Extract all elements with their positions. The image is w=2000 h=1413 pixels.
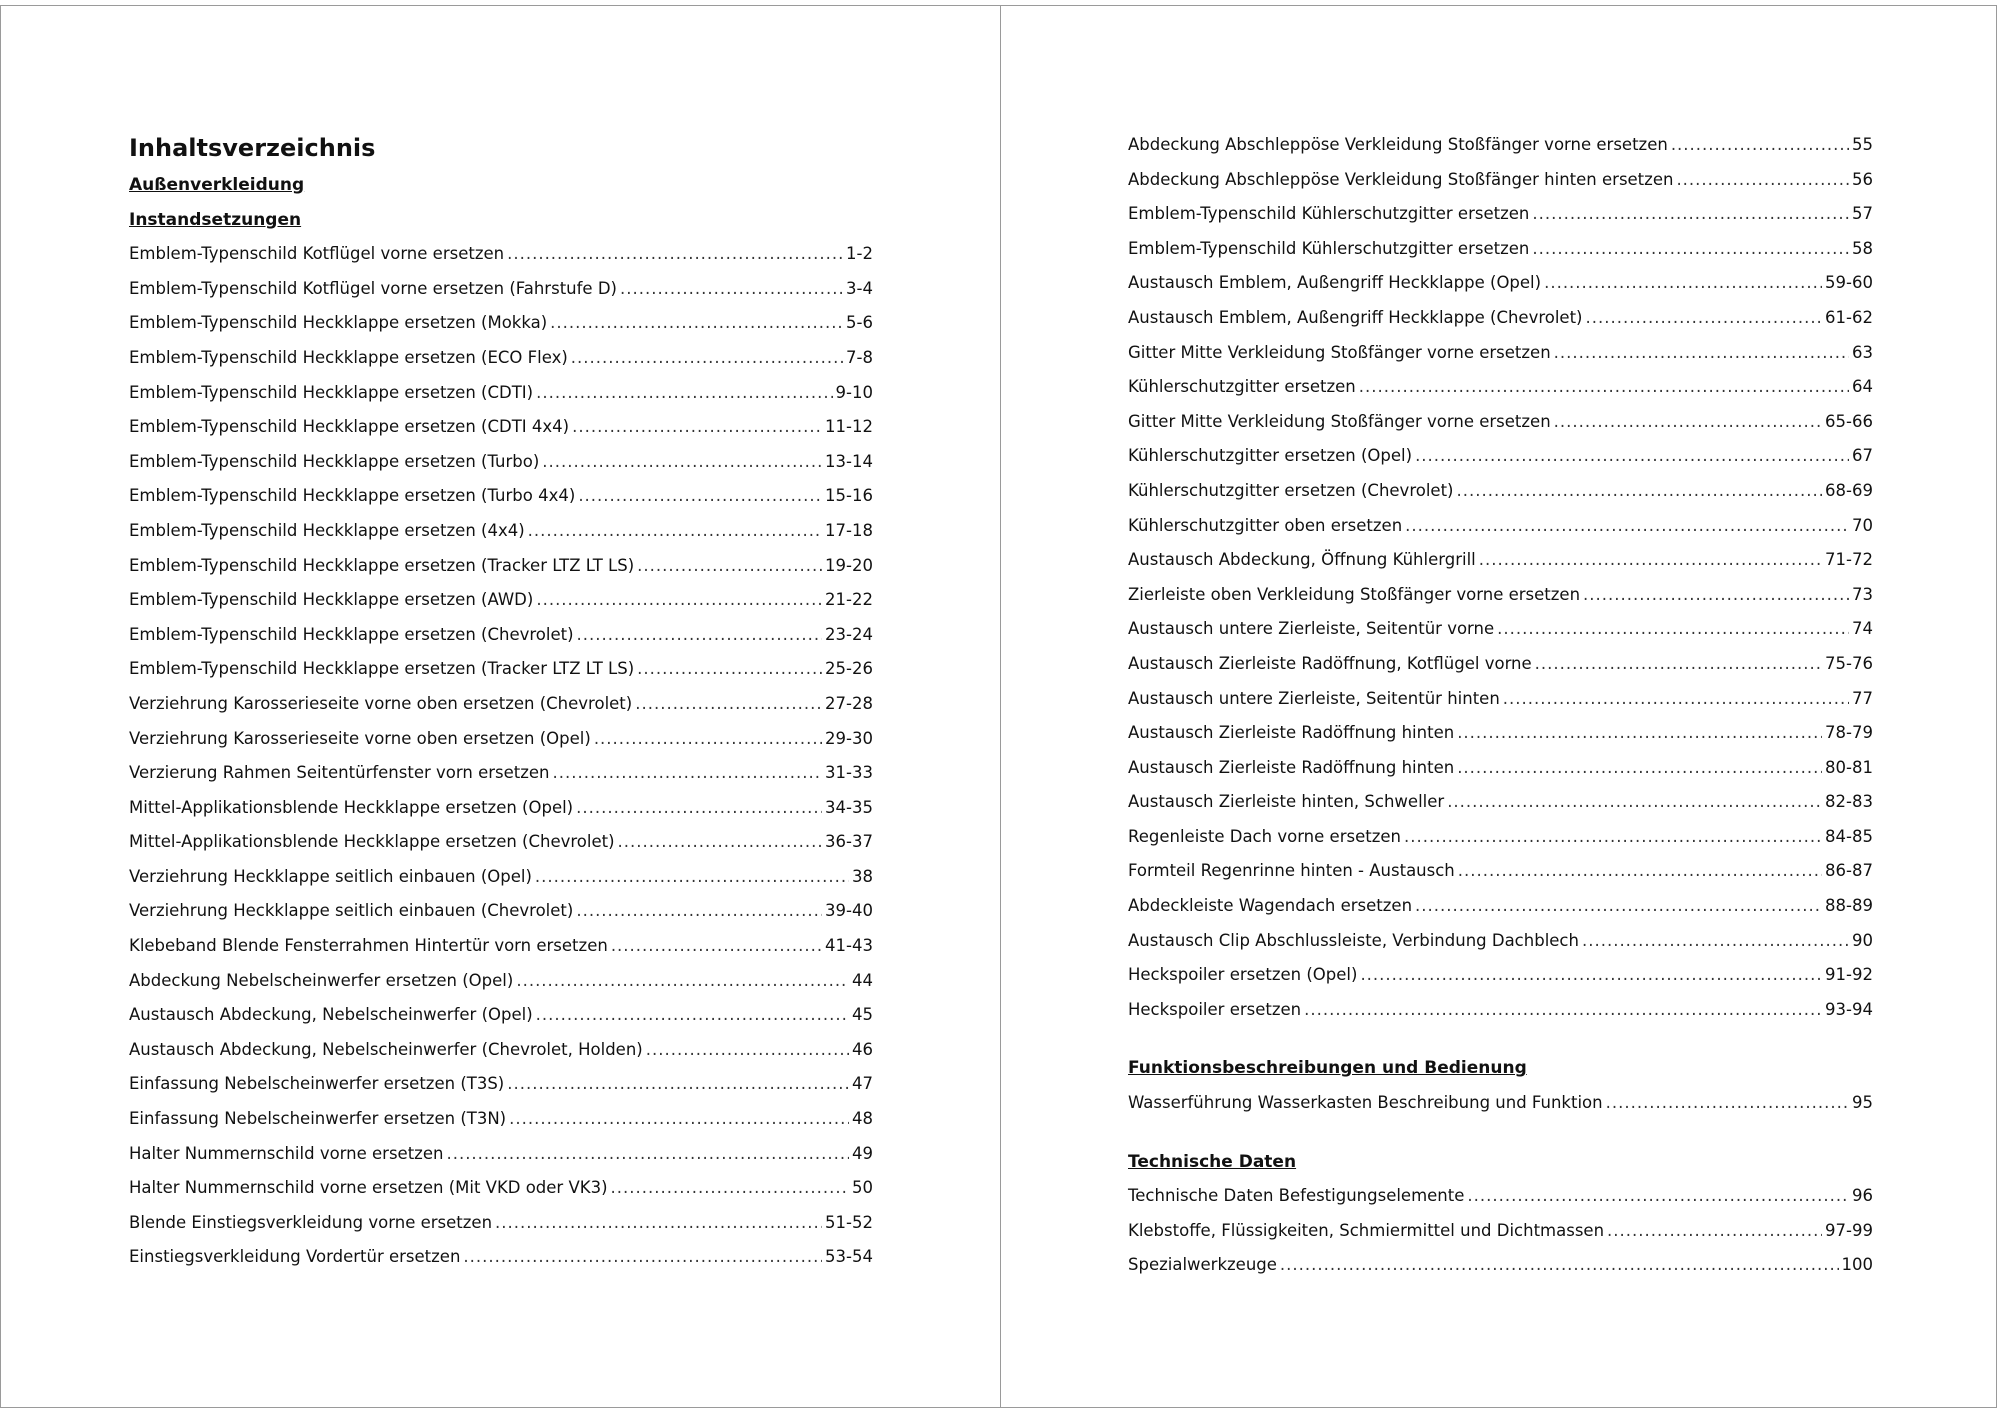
toc-dot-leader	[1554, 405, 1822, 440]
toc-entry-page: 41-43	[825, 936, 873, 956]
toc-entry-title: Emblem-Typenschild Heckklappe ersetzen (Tracker LTZ LT LS)	[129, 659, 635, 679]
toc-entry	[1128, 474, 1873, 509]
toc-entry	[129, 1067, 873, 1102]
toc-entry-page: 19-20	[825, 555, 873, 575]
toc-entry-page: 70	[1852, 515, 1873, 535]
toc-dot-leader	[1415, 889, 1822, 924]
toc-entry	[1128, 1214, 1873, 1249]
toc-entry-page: 47	[852, 1074, 873, 1094]
toc-entry-page: 100	[1841, 1255, 1873, 1275]
toc-dot-leader	[1606, 1086, 1849, 1121]
toc-entry-page: 65-66	[1825, 411, 1873, 431]
toc-entry	[129, 341, 873, 376]
toc-entry-page: 68-69	[1825, 480, 1873, 500]
toc-entry-title: Verziehrung Karosserieseite vorne oben ersetzen (Chevrolet)	[129, 693, 633, 713]
toc-dot-leader	[1479, 543, 1822, 578]
toc-entry-page: 55	[1852, 135, 1873, 154]
toc-entry-page: 23-24	[825, 624, 873, 644]
toc-entry-page: 9-10	[835, 382, 873, 402]
toc-entry-title: Wasserführung Wasserkasten Beschreibung und Funktion	[1128, 1093, 1603, 1113]
toc-dot-leader	[577, 618, 823, 653]
toc-dot-leader	[571, 341, 843, 376]
toc-list-left	[129, 237, 873, 1275]
toc-dot-leader	[1532, 232, 1849, 267]
toc-entry-page: 96	[1852, 1186, 1873, 1206]
toc-entry-title: Emblem-Typenschild Heckklappe ersetzen (AWD)	[129, 590, 534, 610]
toc-dot-leader	[1404, 820, 1822, 855]
toc-dot-leader	[516, 964, 849, 999]
toc-entry-title: Austausch Zierleiste Radöffnung hinten	[1128, 723, 1455, 743]
toc-entry-page: 25-26	[825, 659, 873, 679]
toc-entry	[129, 410, 873, 445]
toc-dot-leader	[637, 549, 822, 584]
toc-entry-page: 15-16	[825, 486, 873, 506]
toc-entry-title: Austausch Emblem, Außengriff Heckklappe (Opel)	[1128, 273, 1542, 293]
toc-entry-title: Emblem-Typenschild Heckklappe ersetzen (4x4)	[129, 520, 525, 540]
toc-dot-leader	[507, 237, 843, 272]
toc-entry	[129, 825, 873, 860]
toc-entry-title: Verziehrung Heckklappe seitlich einbauen (Chevrolet)	[129, 901, 574, 921]
toc-dot-leader	[1458, 854, 1822, 889]
toc-dot-leader	[1532, 197, 1849, 232]
section-heading-technische-daten: Technische Daten	[1128, 1151, 1297, 1172]
toc-entry-title: Austausch Zierleiste Radöffnung, Kotflügel vorne	[1128, 653, 1532, 673]
toc-entry-title: Austausch untere Zierleiste, Seitentür hinten	[1128, 688, 1500, 708]
toc-entry-page: 13-14	[825, 451, 873, 471]
toc-entry-title: Kühlerschutzgitter ersetzen (Opel)	[1128, 446, 1413, 466]
toc-entry	[129, 929, 873, 964]
toc-dot-leader	[536, 376, 832, 411]
document-title: Inhaltsverzeichnis	[129, 134, 376, 162]
toc-entry-page: 5-6	[846, 313, 873, 333]
toc-entry-title: Austausch Zierleiste Radöffnung hinten	[1128, 757, 1455, 777]
toc-entry	[129, 1240, 873, 1275]
toc-entry	[129, 894, 873, 929]
toc-entry	[1128, 612, 1873, 647]
toc-dot-leader	[550, 306, 843, 341]
toc-entry-page: 17-18	[825, 520, 873, 540]
toc-entry	[1128, 578, 1873, 613]
toc-dot-leader	[1583, 578, 1849, 613]
toc-entry	[1128, 439, 1873, 474]
section-heading-funktionsbeschreibungen: Funktionsbeschreibungen und Bedienung	[1128, 1058, 1527, 1079]
toc-entry-page: 88-89	[1825, 896, 1873, 916]
toc-entry-title: Kühlerschutzgitter ersetzen	[1128, 377, 1356, 397]
toc-entry-title: Abdeckung Nebelscheinwerfer ersetzen (Opel)	[129, 970, 514, 990]
toc-dot-leader	[528, 514, 822, 549]
toc-entry-title: Gitter Mitte Verkleidung Stoßfänger vorne ersetzen	[1128, 411, 1551, 431]
toc-dot-leader	[1467, 1179, 1849, 1214]
toc-entry	[129, 1171, 873, 1206]
toc-entry-page: 91-92	[1825, 965, 1873, 985]
toc-entry-title: Austausch Abdeckung, Öffnung Kühlergrill	[1128, 550, 1476, 570]
toc-entry	[129, 272, 873, 307]
toc-entry-title: Einstiegsverkleidung Vordertür ersetzen	[129, 1247, 461, 1267]
toc-dot-leader	[637, 652, 822, 687]
toc-entry-title: Verzierung Rahmen Seitentürfenster vorn ersetzen	[129, 763, 550, 783]
toc-entry-page: 46	[852, 1039, 873, 1059]
toc-entry-title: Klebstoffe, Flüssigkeiten, Schmiermittel und Dichtmassen	[1128, 1220, 1605, 1240]
toc-entry	[1128, 854, 1873, 889]
toc-entry-page: 27-28	[825, 693, 873, 713]
toc-entry-title: Regenleiste Dach vorne ersetzen	[1128, 826, 1401, 846]
toc-entry	[129, 756, 873, 791]
toc-entry	[1128, 924, 1873, 959]
toc-entry	[129, 860, 873, 895]
toc-dot-leader	[536, 998, 849, 1033]
toc-entry-page: 44	[852, 970, 873, 990]
toc-entry-title: Heckspoiler ersetzen	[1128, 999, 1302, 1019]
toc-entry	[1128, 301, 1873, 336]
toc-entry	[1128, 993, 1873, 1028]
toc-entry-page: 77	[1852, 688, 1873, 708]
toc-entry	[129, 652, 873, 687]
toc-entry-title: Emblem-Typenschild Kühlerschutzgitter ersetzen	[1128, 238, 1530, 258]
toc-entry-title: Verziehrung Karosserieseite vorne oben ersetzen (Opel)	[129, 728, 591, 748]
toc-entry	[1128, 647, 1873, 682]
toc-dot-leader	[1457, 751, 1822, 786]
toc-dot-leader	[576, 791, 822, 826]
toc-entry-title: Austausch Emblem, Außengriff Heckklappe (Chevrolet)	[1128, 307, 1583, 327]
toc-entry-page: 90	[1852, 930, 1873, 950]
toc-dot-leader	[635, 687, 822, 722]
toc-entry	[1128, 1179, 1873, 1214]
toc-entry-page: 21-22	[825, 590, 873, 610]
toc-dot-leader	[1280, 1248, 1839, 1283]
toc-entry-page: 53-54	[825, 1247, 873, 1267]
toc-entry-page: 86-87	[1825, 861, 1873, 881]
toc-entry	[1128, 543, 1873, 578]
toc-entry	[1128, 509, 1873, 544]
toc-dot-leader	[446, 1137, 849, 1172]
toc-entry	[1128, 232, 1873, 267]
toc-entry	[129, 1137, 873, 1172]
toc-entry-page: 51-52	[825, 1212, 873, 1232]
toc-dot-leader	[1607, 1214, 1822, 1249]
toc-entry-page: 67	[1852, 446, 1873, 466]
toc-entry-page: 74	[1852, 619, 1873, 639]
toc-dot-leader	[1676, 163, 1849, 198]
left-page	[129, 128, 873, 1275]
toc-dot-leader	[576, 894, 822, 929]
toc-entry	[1128, 716, 1873, 751]
toc-entry	[1128, 370, 1873, 405]
toc-dot-leader	[535, 860, 849, 895]
toc-dot-leader	[594, 722, 822, 757]
toc-entry	[129, 445, 873, 480]
toc-dot-leader	[509, 1102, 849, 1137]
toc-entry-title: Abdeckleiste Wagendach ersetzen	[1128, 896, 1413, 916]
toc-entry-title: Mittel-Applikationsblende Heckklappe ersetzen (Opel)	[129, 797, 574, 817]
toc-entry-page: 11-12	[825, 417, 873, 437]
toc-entry	[1128, 785, 1873, 820]
toc-entry	[129, 237, 873, 272]
toc-entry-page: 93-94	[1825, 999, 1873, 1019]
toc-entry-title: Austausch Zierleiste hinten, Schweller	[1128, 792, 1445, 812]
toc-entry	[129, 583, 873, 618]
toc-entry-title: Halter Nummernschild vorne ersetzen (Mit VKD oder VK3)	[129, 1178, 608, 1198]
toc-entry-page: 56	[1852, 169, 1873, 189]
page-divider	[1000, 5, 1001, 1408]
toc-entry	[1128, 889, 1873, 924]
toc-entry-title: Emblem-Typenschild Heckklappe ersetzen (Mokka)	[129, 313, 548, 333]
toc-entry-title: Einfassung Nebelscheinwerfer ersetzen (T3S)	[129, 1074, 505, 1094]
toc-entry-page: 38	[852, 866, 873, 886]
toc-entry	[1128, 128, 1873, 163]
toc-entry-page: 34-35	[825, 797, 873, 817]
toc-entry-page: 73	[1852, 584, 1873, 604]
toc-entry	[129, 964, 873, 999]
toc-dot-leader	[618, 825, 823, 860]
toc-entry-title: Halter Nummernschild vorne ersetzen	[129, 1143, 444, 1163]
toc-entry-title: Emblem-Typenschild Kühlerschutzgitter ersetzen	[1128, 204, 1530, 224]
toc-entry-page: 95	[1852, 1093, 1873, 1113]
toc-entry	[129, 376, 873, 411]
toc-entry-title: Blende Einstiegsverkleidung vorne ersetzen	[129, 1212, 493, 1232]
subsection-heading-instandsetzungen: Instandsetzungen	[129, 209, 302, 230]
toc-entry-page: 7-8	[846, 347, 873, 367]
toc-entry-title: Austausch Abdeckung, Nebelscheinwerfer (Opel)	[129, 1005, 533, 1025]
toc-entry-title: Austausch untere Zierleiste, Seitentür vorne	[1128, 619, 1495, 639]
toc-entry-title: Emblem-Typenschild Heckklappe ersetzen (CDTI)	[129, 382, 534, 402]
toc-dot-leader	[611, 929, 822, 964]
toc-entry-title: Emblem-Typenschild Heckklappe ersetzen (Turbo)	[129, 451, 540, 471]
toc-entry-page: 97-99	[1825, 1220, 1873, 1240]
toc-list-funktion	[1128, 1086, 1873, 1121]
toc-dot-leader	[1457, 716, 1822, 751]
toc-dot-leader	[1582, 924, 1849, 959]
toc-entry-page: 71-72	[1825, 550, 1873, 570]
toc-dot-leader	[1554, 336, 1849, 371]
toc-entry-title: Emblem-Typenschild Heckklappe ersetzen (Tracker LTZ LT LS)	[129, 555, 635, 575]
toc-dot-leader	[542, 445, 822, 480]
toc-entry-page: 75-76	[1825, 653, 1873, 673]
toc-entry	[129, 1206, 873, 1241]
toc-entry	[1128, 266, 1873, 301]
toc-list-right	[1128, 128, 1873, 1027]
toc-dot-leader	[620, 272, 843, 307]
toc-entry-page: 84-85	[1825, 826, 1873, 846]
toc-entry-page: 78-79	[1825, 723, 1873, 743]
toc-entry	[1128, 405, 1873, 440]
toc-entry-title: Abdeckung Abschleppöse Verkleidung Stoßfänger vorne ersetzen	[1128, 135, 1668, 154]
toc-dot-leader	[536, 583, 822, 618]
toc-dot-leader	[495, 1206, 822, 1241]
toc-entry-title: Einfassung Nebelscheinwerfer ersetzen (T3N)	[129, 1109, 507, 1129]
toc-entry-title: Emblem-Typenschild Heckklappe ersetzen (Turbo 4x4)	[129, 486, 576, 506]
toc-dot-leader	[1456, 474, 1822, 509]
toc-entry	[1128, 163, 1873, 198]
toc-entry-title: Technische Daten Befestigungselemente	[1128, 1186, 1465, 1206]
toc-entry-page: 3-4	[846, 278, 873, 298]
toc-dot-leader	[578, 479, 822, 514]
toc-dot-leader	[507, 1067, 849, 1102]
toc-entry-title: Kühlerschutzgitter ersetzen (Chevrolet)	[1128, 480, 1454, 500]
toc-entry	[129, 1102, 873, 1137]
toc-dot-leader	[572, 410, 822, 445]
toc-entry-page: 59-60	[1825, 273, 1873, 293]
toc-entry-title: Austausch Clip Abschlussleiste, Verbindung Dachblech	[1128, 930, 1579, 950]
toc-entry-title: Zierleiste oben Verkleidung Stoßfänger vorne ersetzen	[1128, 584, 1581, 604]
toc-dot-leader	[1671, 128, 1849, 163]
toc-entry-page: 45	[852, 1005, 873, 1025]
toc-entry-title: Kühlerschutzgitter oben ersetzen	[1128, 515, 1403, 535]
toc-entry	[129, 791, 873, 826]
toc-entry	[129, 1033, 873, 1068]
toc-dot-leader	[1360, 958, 1822, 993]
toc-list-technische-daten	[1128, 1179, 1873, 1283]
toc-entry	[129, 618, 873, 653]
toc-entry-page: 48	[852, 1109, 873, 1129]
toc-dot-leader	[1304, 993, 1822, 1028]
toc-entry-page: 58	[1852, 238, 1873, 258]
toc-entry	[129, 549, 873, 584]
toc-entry-page: 1-2	[846, 244, 873, 264]
toc-dot-leader	[1497, 612, 1849, 647]
toc-entry-page: 29-30	[825, 728, 873, 748]
toc-entry-title: Verziehrung Heckklappe seitlich einbauen (Opel)	[129, 866, 532, 886]
toc-entry	[1128, 751, 1873, 786]
toc-dot-leader	[646, 1033, 849, 1068]
toc-entry	[1128, 336, 1873, 371]
toc-dot-leader	[1415, 439, 1849, 474]
toc-entry-title: Mittel-Applikationsblende Heckklappe ersetzen (Chevrolet)	[129, 832, 615, 852]
toc-dot-leader	[1359, 370, 1849, 405]
toc-entry	[129, 514, 873, 549]
toc-entry	[1128, 682, 1873, 717]
toc-entry	[1128, 197, 1873, 232]
right-page	[1128, 128, 1873, 1283]
toc-entry-title: Austausch Abdeckung, Nebelscheinwerfer (Chevrolet, Holden)	[129, 1039, 643, 1059]
toc-entry-title: Emblem-Typenschild Heckklappe ersetzen (CDTI 4x4)	[129, 417, 570, 437]
toc-entry-title: Gitter Mitte Verkleidung Stoßfänger vorne ersetzen	[1128, 342, 1551, 362]
toc-entry-title: Abdeckung Abschleppöse Verkleidung Stoßfänger hinten ersetzen	[1128, 169, 1674, 189]
toc-entry-page: 36-37	[825, 832, 873, 852]
toc-dot-leader	[611, 1171, 849, 1206]
toc-dot-leader	[1503, 682, 1849, 717]
toc-entry	[129, 306, 873, 341]
toc-entry-page: 39-40	[825, 901, 873, 921]
toc-dot-leader	[1535, 647, 1822, 682]
toc-entry	[1128, 1086, 1873, 1121]
toc-entry	[1128, 958, 1873, 993]
toc-entry	[129, 722, 873, 757]
toc-entry-page: 63	[1852, 342, 1873, 362]
toc-entry-page: 61-62	[1825, 307, 1873, 327]
toc-entry-title: Emblem-Typenschild Heckklappe ersetzen (ECO Flex)	[129, 347, 568, 367]
toc-entry	[1128, 1248, 1873, 1283]
toc-entry-page: 64	[1852, 377, 1873, 397]
toc-entry-title: Emblem-Typenschild Heckklappe ersetzen (Chevrolet)	[129, 624, 574, 644]
toc-entry-page: 80-81	[1825, 757, 1873, 777]
toc-entry-title: Heckspoiler ersetzen (Opel)	[1128, 965, 1358, 985]
toc-dot-leader	[1447, 785, 1822, 820]
toc-entry-title: Formteil Regenrinne hinten - Austausch	[1128, 861, 1455, 881]
toc-entry	[129, 687, 873, 722]
toc-entry-title: Spezialwerkzeuge	[1128, 1255, 1277, 1275]
toc-entry-page: 82-83	[1825, 792, 1873, 812]
toc-entry	[129, 479, 873, 514]
toc-entry-title: Klebeband Blende Fensterrahmen Hintertür vorn ersetzen	[129, 936, 608, 956]
toc-dot-leader	[553, 756, 823, 791]
toc-entry	[129, 998, 873, 1033]
toc-dot-leader	[463, 1240, 822, 1275]
toc-entry-page: 57	[1852, 204, 1873, 224]
toc-entry-title: Emblem-Typenschild Kotflügel vorne ersetzen (Fahrstufe D)	[129, 278, 617, 298]
toc-entry-page: 31-33	[825, 763, 873, 783]
toc-entry	[1128, 820, 1873, 855]
toc-entry-page: 50	[852, 1178, 873, 1198]
toc-entry-page: 49	[852, 1143, 873, 1163]
toc-dot-leader	[1544, 266, 1822, 301]
section-heading-aussenverkleidung: Außenverkleidung	[129, 175, 305, 195]
toc-dot-leader	[1405, 509, 1849, 544]
toc-entry-title: Emblem-Typenschild Kotflügel vorne ersetzen	[129, 244, 505, 264]
toc-dot-leader	[1586, 301, 1823, 336]
